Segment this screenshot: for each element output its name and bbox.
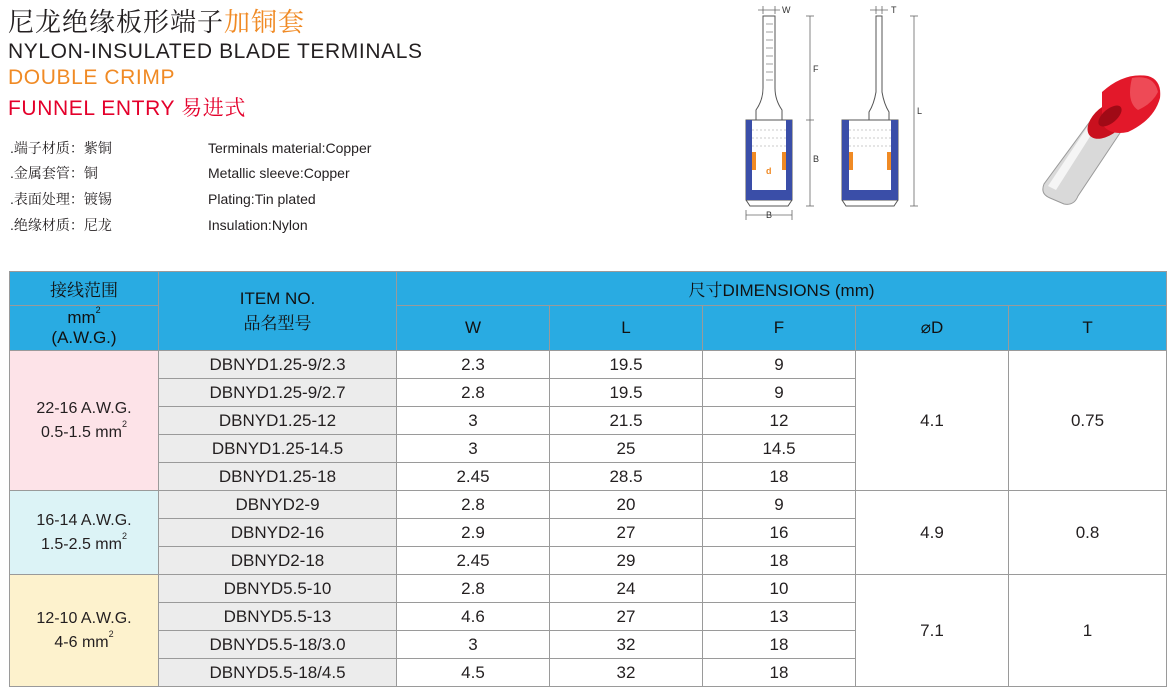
range-awg: 16-14 A.W.G. [36, 512, 132, 530]
table-row [10, 575, 1167, 603]
l-cell: 24 [550, 575, 703, 603]
range-awg: 12-10 A.W.G. [36, 610, 132, 628]
t-cell: 0.75 [1009, 351, 1167, 491]
l-cell: 29 [550, 547, 703, 575]
l-cell: 21.5 [550, 407, 703, 435]
title-cn [8, 2, 305, 39]
spec-label-cn: .金属套管：铜 [10, 165, 98, 181]
range-mm: 0.5-1.5 mm [41, 423, 122, 441]
f-cell: 18 [703, 631, 856, 659]
w-cell: 3 [397, 435, 550, 463]
spec-label-cn: .绝缘材质：尼龙 [10, 217, 112, 233]
w-cell: 2.8 [397, 379, 550, 407]
w-cell: 2.45 [397, 547, 550, 575]
f-cell: 18 [703, 659, 856, 687]
range-cell: 16-14 A.W.G. 1.5-2.5 $mm^2$ [10, 491, 159, 575]
dimension-label: F [813, 64, 819, 74]
header-d: ⌀D [856, 306, 1009, 351]
l-cell: 32 [550, 631, 703, 659]
dimension-label: B [766, 210, 773, 220]
item-cell: DBNYD5.5-10 [159, 575, 397, 603]
f-cell: 9 [703, 379, 856, 407]
w-cell: 2.8 [397, 491, 550, 519]
item-cell: DBNYD2-9 [159, 491, 397, 519]
w-cell: 2.9 [397, 519, 550, 547]
range-awg: 22-16 A.W.G. [36, 400, 132, 418]
spec-row [10, 138, 371, 158]
item-cell: DBNYD5.5-13 [159, 603, 397, 631]
l-cell: 27 [550, 603, 703, 631]
header-range-cn: 接线范围 [10, 272, 159, 306]
l-cell: 27 [550, 519, 703, 547]
f-cell: 10 [703, 575, 856, 603]
table-row [10, 351, 1167, 379]
w-cell: 4.5 [397, 659, 550, 687]
range-mm: 4-6 mm [54, 633, 109, 651]
item-cell: DBNYD1.25-9/2.3 [159, 351, 397, 379]
spec-value-en: Insulation:Nylon [208, 217, 308, 233]
header-range-unit [10, 306, 159, 351]
f-cell: 12 [703, 407, 856, 435]
item-cell: DBNYD1.25-9/2.7 [159, 379, 397, 407]
item-cell: DBNYD2-18 [159, 547, 397, 575]
dimension-label: d [766, 166, 772, 176]
l-cell: 19.5 [550, 351, 703, 379]
header-w: W [397, 306, 550, 351]
spec-value-en: Terminals material:Copper [208, 140, 372, 156]
f-cell: 16 [703, 519, 856, 547]
f-cell: 14.5 [703, 435, 856, 463]
l-cell: 25 [550, 435, 703, 463]
item-cell: DBNYD1.25-18 [159, 463, 397, 491]
w-cell: 4.6 [397, 603, 550, 631]
unit-mm: mm [67, 308, 96, 327]
spec-label-cn: .表面处理：镀锡 [10, 191, 112, 207]
header-t: T [1009, 306, 1167, 351]
subtitle-funnel-entry: FUNNEL ENTRY 易进式 [8, 97, 246, 120]
dimensions-table [9, 271, 1167, 687]
spec-row [10, 163, 350, 183]
f-cell: 13 [703, 603, 856, 631]
spec-value-en: Metallic sleeve:Copper [208, 165, 350, 181]
l-cell: 28.5 [550, 463, 703, 491]
title-cn-accent: 加铜套 [224, 7, 306, 37]
subtitle-double-crimp: DOUBLE CRIMP [8, 66, 176, 89]
d-cell: 7.1 [856, 575, 1009, 687]
item-cell: DBNYD2-16 [159, 519, 397, 547]
table-row [10, 491, 1167, 519]
item-cell: DBNYD1.25-14.5 [159, 435, 397, 463]
unit-sup: 2 [95, 305, 101, 315]
header-f: F [703, 306, 856, 351]
f-cell: 9 [703, 351, 856, 379]
dimension-label: T [891, 5, 897, 15]
terminal-dimension-drawing [736, 2, 936, 224]
item-cell: DBNYD5.5-18/4.5 [159, 659, 397, 687]
l-cell: 19.5 [550, 379, 703, 407]
spec-value-en: Plating:Tin plated [208, 191, 316, 207]
range-cell: 12-10 A.W.G. 4-6 $mm^2$ [10, 575, 159, 687]
header-item-en: ITEM NO. [239, 288, 316, 308]
w-cell: 2.3 [397, 351, 550, 379]
w-cell: 3 [397, 407, 550, 435]
item-cell: DBNYD1.25-12 [159, 407, 397, 435]
l-cell: 32 [550, 659, 703, 687]
w-cell: 2.8 [397, 575, 550, 603]
t-cell: 1 [1009, 575, 1167, 687]
t-cell: 0.8 [1009, 491, 1167, 575]
title-en: NYLON-INSULATED BLADE TERMINALS [8, 40, 423, 63]
unit-awg: (A.W.G.) [51, 328, 117, 347]
table-header-row [10, 272, 1167, 306]
header-l: L [550, 306, 703, 351]
dimension-label: W [782, 5, 791, 15]
spec-row [10, 189, 316, 209]
f-cell: 9 [703, 491, 856, 519]
range-mm: 1.5-2.5 mm [41, 535, 122, 553]
l-cell: 20 [550, 491, 703, 519]
spec-label-cn: .端子材质：紫铜 [10, 140, 112, 156]
title-cn-main: 尼龙绝缘板形端子 [8, 7, 225, 37]
range-cell: 22-16 A.W.G. 0.5-1.5 $mm^2$ [10, 351, 159, 491]
w-cell: 2.45 [397, 463, 550, 491]
header-item-cn: 品名型号 [243, 313, 312, 333]
item-cell: DBNYD5.5-18/3.0 [159, 631, 397, 659]
w-cell: 3 [397, 631, 550, 659]
header-dimensions: 尺寸DIMENSIONS (mm) [397, 272, 1167, 306]
terminal-product-photo [1036, 58, 1171, 208]
dimension-label: B [813, 154, 820, 164]
f-cell: 18 [703, 463, 856, 491]
f-cell: 18 [703, 547, 856, 575]
dimension-label: L [917, 106, 923, 116]
header-item-no [159, 272, 397, 351]
d-cell: 4.1 [856, 351, 1009, 491]
spec-row [10, 215, 308, 235]
d-cell: 4.9 [856, 491, 1009, 575]
